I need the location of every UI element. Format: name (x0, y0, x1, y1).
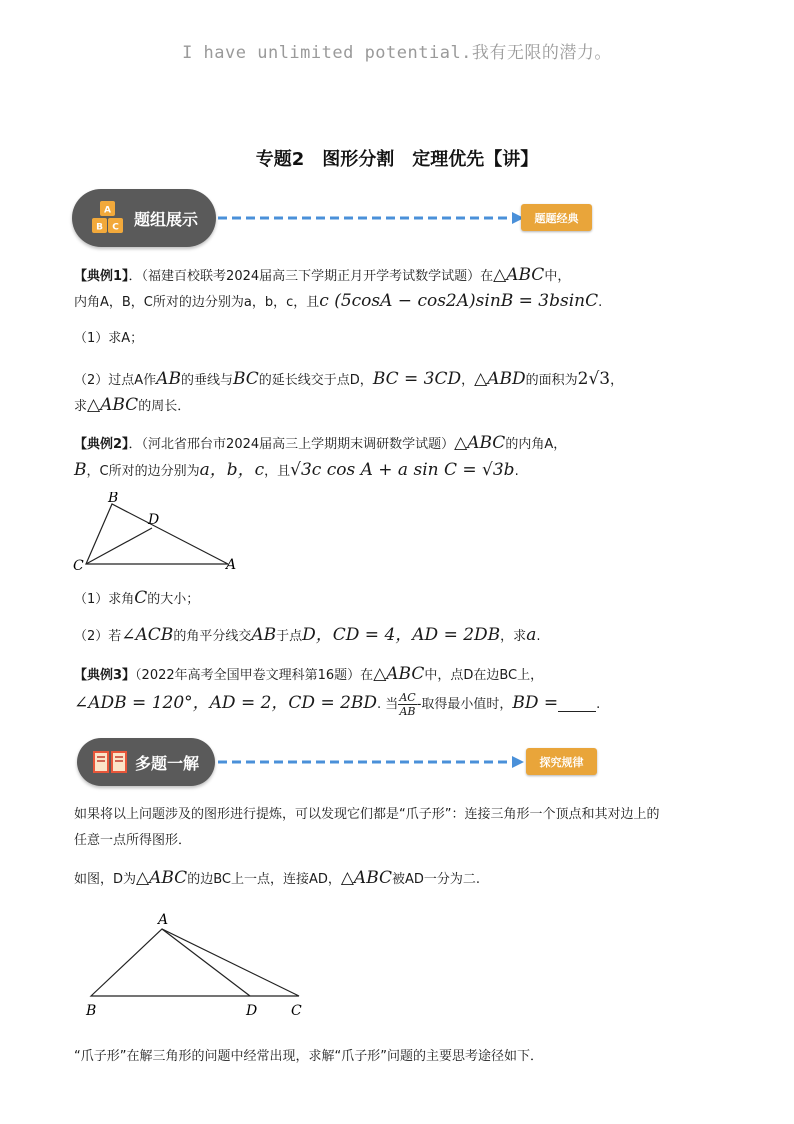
ex2-ab: AB (251, 625, 277, 645)
ex2-fig-label-b: B (108, 492, 119, 506)
block-letter-b: B (96, 222, 103, 233)
ex2-period: . (514, 464, 519, 479)
fig2-label-b: B (86, 1003, 97, 1019)
ex1-q2-line1 (74, 368, 734, 392)
ex2-q2 (74, 624, 734, 648)
para3-tri: △ABC (136, 868, 188, 888)
para3-c: 被AD一分为二. (392, 872, 481, 887)
ex2-q2d: ，求 (500, 629, 527, 644)
ex2-figure (70, 492, 250, 577)
ex2-fig-label-c: C (73, 558, 84, 574)
ex2-q1 (74, 587, 734, 611)
ex3-source: （2022年高考全国甲卷文理科第16题）在 (135, 668, 374, 683)
ex3-bd: BD = (512, 693, 559, 713)
ex2-q1a: （1）求角 (74, 592, 135, 607)
section-banner-1 (72, 189, 216, 247)
ex3-frac-num: AC (399, 691, 416, 704)
ex1-comma: ， (461, 373, 475, 388)
ex1-formula: c (5cosA − cos2A)sinB = 3bsinC (319, 291, 599, 311)
ex3-l1b: 中，点D在边BC上， (424, 668, 544, 683)
ex1-q2e: ， (610, 373, 624, 388)
dashed-arrow-1 (216, 210, 526, 226)
ex2-fig-label-a: A (226, 557, 237, 573)
fig2-label-c: C (291, 1003, 302, 1019)
ex1-q2f: 求 (74, 399, 88, 414)
para3-tri2: △ABC (340, 868, 393, 888)
section-label-2: 多题一解 (135, 753, 200, 773)
ex1-tag: 【典例1】 (74, 269, 129, 284)
ex1-q1: （1）求A； (74, 331, 144, 346)
section-banner-2 (77, 738, 215, 786)
ex1-zhong: 中， (544, 269, 571, 284)
ex1-triangle: △ABC (493, 265, 545, 285)
ex2-formula: √3c cos A + a sin C = √3b (290, 460, 515, 480)
ex2-q2c: 于点 (276, 629, 303, 644)
ex1-period: . (598, 295, 603, 310)
ex1-given: 内角A，B，C所对的边分别为a，b，c，且 (74, 295, 320, 310)
ex2-l2b: ，C所对的边分别为 (86, 464, 200, 479)
ex3-conds: ∠ADB = 120°，AD = 2，CD = 2BD (74, 693, 378, 713)
ex1-area: 2√3 (577, 369, 611, 389)
section-tag-2: 探究规律 (526, 748, 597, 775)
ex1-source: ．（福建百校联考2024届高三下学期正月开学考试数学试题）在 (128, 269, 494, 284)
section-tag-1: 题题经典 (521, 204, 592, 231)
ex2-tag: 【典例2】 (74, 437, 129, 452)
book-icon (91, 747, 129, 777)
ex1-q2a: （2）过点A作 (74, 373, 157, 388)
ex2-line1 (74, 432, 734, 456)
ex1-tri3: △ABC (87, 395, 139, 415)
ex2-d: D (302, 625, 316, 645)
para-3 (74, 867, 734, 891)
header-motto: I have unlimited potential.我有无限的潜力。 (182, 43, 612, 63)
ex1-q2c: 的延长线交于点D， (258, 373, 373, 388)
ex2-l2c: ，且 (264, 464, 291, 479)
ex3-when: . 当 (377, 697, 399, 712)
ex3-line1 (74, 663, 734, 687)
fig2-label-d: D (246, 1003, 258, 1019)
ex3-mid: -取得最小值时， (416, 697, 513, 712)
ex2-vars: a，b，c (199, 460, 265, 480)
abc-blocks-icon (88, 198, 128, 238)
ex2-angle: ∠ACB (121, 625, 174, 645)
para-2: 任意一点所得图形． (74, 833, 192, 848)
ex3-line2 (74, 690, 734, 718)
para-4: “爪子形”在解三角形的问题中经常出现，求解“爪子形”问题的主要思考途径如下． (74, 1049, 543, 1064)
ex2-q2b: 的角平分线交 (173, 629, 252, 644)
ex2-fig-label-d: D (148, 512, 160, 528)
ex2-q2e: . (536, 629, 541, 644)
ex1-q2-line2 (74, 394, 734, 418)
ex1-eq: BC = 3CD (372, 369, 462, 389)
ex2-l2a: B (74, 460, 87, 480)
ex1-tri2: △ABD (474, 369, 526, 389)
ex1-q2b: 的垂线与 (180, 373, 233, 388)
ex3-tag: 【典例3】 (74, 668, 136, 683)
ex1-line1 (74, 264, 734, 288)
ex2-conds: ，CD = 4，AD = 2DB (315, 625, 501, 645)
ex3-end: . (596, 697, 601, 712)
para3-b: 的边BC上一点，连接AD， (187, 872, 341, 887)
ex3-fraction (398, 691, 416, 718)
page-title: 专题2 图形分割 定理优先【讲】 (255, 149, 539, 170)
fig2-label-a: A (158, 912, 169, 928)
block-letter-a: A (104, 205, 111, 216)
ex1-bc: BC (232, 369, 259, 389)
ex1-q2g: 的周长． (138, 399, 191, 414)
ex2-line2 (74, 459, 734, 483)
ex2-q1c: C (134, 588, 148, 608)
ex2-q1b: 的大小； (147, 592, 200, 607)
ex2-q2a: （2）若 (74, 629, 122, 644)
ex1-line2 (74, 290, 734, 314)
ex2-source: ．（河北省邢台市2024届高三上学期期末调研数学试题） (128, 437, 455, 452)
ex2-triangle: △ABC (454, 433, 506, 453)
para3-a: 如图，D为 (74, 872, 137, 887)
section-label-1: 题组展示 (134, 209, 199, 229)
claw-figure (80, 908, 320, 1023)
ex1-ab: AB (156, 369, 181, 389)
ex2-src-end: 的内角A， (505, 437, 567, 452)
block-letter-c: C (112, 222, 119, 233)
dashed-arrow-2 (216, 754, 526, 770)
ex3-triangle: △ABC (373, 664, 425, 684)
para-1: 如果将以上问题涉及的图形进行提炼，可以发现它们都是“爪子形”：连接三角形一个顶点和其对边上的 (74, 807, 660, 822)
ex2-a: a (526, 625, 537, 645)
ex1-q2d: 的面积为 (525, 373, 578, 388)
ex3-answer-blank (558, 697, 596, 712)
ex3-frac-den: AB (399, 705, 416, 718)
